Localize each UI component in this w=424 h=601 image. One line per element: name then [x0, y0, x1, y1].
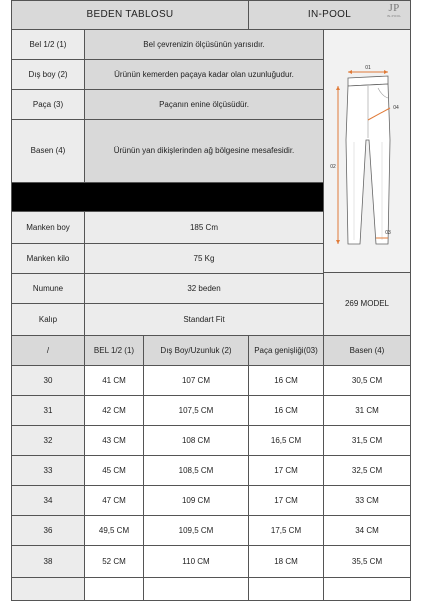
table-cell: 41 CM	[84, 365, 144, 396]
table-cell: 35,5 CM	[323, 545, 411, 578]
table-cell: 107,5 CM	[143, 395, 249, 426]
table-cell: 34 CM	[323, 515, 411, 546]
table-cell: 109,5 CM	[143, 515, 249, 546]
pants-diagram	[323, 29, 411, 273]
definition-text: Bel çevrenizin ölçüsünün yarısıdır.	[84, 29, 324, 60]
table-cell: 33 CM	[323, 485, 411, 516]
model-info-label: Kalıp	[11, 303, 85, 336]
table-cell: 16 CM	[248, 365, 324, 396]
table-cell: 47 CM	[84, 485, 144, 516]
table-header-waist: BEL 1/2 (1)	[84, 335, 144, 366]
chart-title: BEDEN TABLOSU	[11, 0, 249, 30]
label-01: 01	[365, 65, 371, 71]
model-info-value: 75 Kg	[84, 243, 324, 274]
brand-logo	[382, 3, 406, 21]
table-cell: 108 CM	[143, 425, 249, 456]
table-header-hem: Paça genişliği(03)	[248, 335, 324, 366]
size-chart	[11, 0, 411, 600]
table-cell: 52 CM	[84, 545, 144, 578]
table-header-hip: Basen (4)	[323, 335, 411, 366]
size-cell: 34	[11, 485, 85, 516]
label-04: 04	[393, 105, 399, 111]
table-cell: 17,5 CM	[248, 515, 324, 546]
logo-subtext: IN-POOL	[386, 14, 402, 18]
empty-cell	[11, 577, 85, 601]
pants-drawing	[324, 30, 410, 272]
table-cell: 49,5 CM	[84, 515, 144, 546]
table-cell: 108,5 CM	[143, 455, 249, 486]
table-cell: 32,5 CM	[323, 455, 411, 486]
table-cell: 109 CM	[143, 485, 249, 516]
size-cell: 36	[11, 515, 85, 546]
model-info-label: Manken kilo	[11, 243, 85, 274]
size-cell: 38	[11, 545, 85, 578]
empty-cell	[84, 577, 144, 601]
brand-name: IN-POOL	[307, 9, 352, 20]
definition-text: Paçanın enine ölçüsüdür.	[84, 89, 324, 120]
model-info-value: 32 beden	[84, 273, 324, 304]
definition-label: Basen (4)	[11, 119, 85, 183]
logo-mark: JP	[388, 2, 400, 14]
size-cell: 32	[11, 425, 85, 456]
table-cell: 16 CM	[248, 395, 324, 426]
model-info-label: Manken boy	[11, 211, 85, 244]
table-cell: 18 CM	[248, 545, 324, 578]
table-cell: 43 CM	[84, 425, 144, 456]
size-cell: 31	[11, 395, 85, 426]
model-info-value: Standart Fit	[84, 303, 324, 336]
definition-text: Ürünün kemerden paçaya kadar olan uzunluğudur.	[84, 59, 324, 90]
size-cell: 33	[11, 455, 85, 486]
table-cell: 42 CM	[84, 395, 144, 426]
label-03: 03	[385, 230, 391, 236]
empty-cell	[248, 577, 324, 601]
table-cell: 45 CM	[84, 455, 144, 486]
definition-label: Paça (3)	[11, 89, 85, 120]
table-cell: 16,5 CM	[248, 425, 324, 456]
table-cell: 17 CM	[248, 455, 324, 486]
empty-cell	[323, 577, 411, 601]
model-name: 269 MODEL	[323, 272, 411, 336]
table-cell: 107 CM	[143, 365, 249, 396]
table-cell: 31 CM	[323, 395, 411, 426]
size-cell: 30	[11, 365, 85, 396]
model-info-value: 185 Cm	[84, 211, 324, 244]
model-info-label: Numune	[11, 273, 85, 304]
table-header-length: Dış Boy/Uzunluk (2)	[143, 335, 249, 366]
empty-cell	[143, 577, 249, 601]
definition-text: Ürünün yan dikişlerinden ağ bölgesine mesafesidir.	[84, 119, 324, 183]
separator-bar	[11, 182, 324, 212]
definition-label: Dış boy (2)	[11, 59, 85, 90]
brand-header	[248, 0, 411, 30]
table-cell: 17 CM	[248, 485, 324, 516]
table-cell: 30,5 CM	[323, 365, 411, 396]
table-header-size: /	[11, 335, 85, 366]
definition-label: Bel 1/2 (1)	[11, 29, 85, 60]
label-02: 02	[330, 164, 336, 170]
table-cell: 110 CM	[143, 545, 249, 578]
table-cell: 31,5 CM	[323, 425, 411, 456]
